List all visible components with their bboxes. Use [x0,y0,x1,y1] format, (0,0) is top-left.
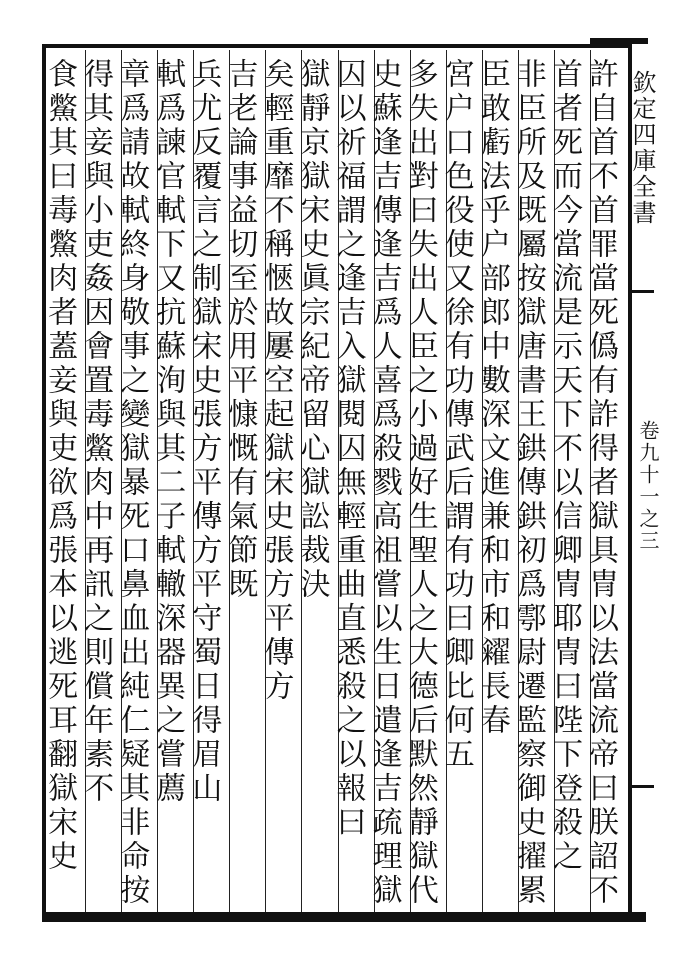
text-column [402,50,446,912]
text-column [258,50,301,912]
text-column [150,50,193,912]
text-column [583,50,626,912]
column-text: 兵尤反覆言之制獄宋史張方平傳方平守蜀日得眉山 [186,58,222,806]
column-text: 多失出對曰失出人臣之小過好生聖人之大德后默然靜獄代 [402,58,438,908]
column-text: 獄靜京獄宋史眞宗紀帝留心獄訟裁決 [294,58,330,602]
text-column [474,50,518,912]
column-text: 矣輕重靡不稱愜故屢空起獄宋史張方平傳方 [258,58,294,704]
column-text: 軾爲諫官軾下又抗蘇洵與其二子軾轍深器異之嘗薦 [150,58,186,806]
text-column [438,50,482,912]
margin-divider [628,290,654,293]
column-text: 許自首不首罪當死僞有詐得者獄具冑以法當流帝曰朕詔不 [583,58,618,908]
text-column [186,50,229,912]
column-text: 章爲請故軾終身敬事之變獄暴死口鼻血出純仁疑其非命按 [114,58,150,908]
text-columns [42,50,626,912]
text-column [546,50,590,912]
text-column [510,50,554,912]
margin-divider-lower [628,785,654,788]
column-text: 首者死而今當流是示天下不以信卿冑耶冑曰陛下登殺之 [546,58,582,874]
text-column [294,50,337,912]
column-text: 史蘇逢吉傳逢吉爲人喜爲殺戮高祖嘗以生日遣逢吉疏理獄 [366,58,402,908]
text-column [42,50,85,912]
column-text: 宮户口色役使又徐有功傳武后謂有功曰卿比何五 [438,58,474,772]
book-title: 欽定四庫全書 [628,70,656,226]
column-text: 臣敢虧法乎户部郎中數深文進兼和市和糴長春 [474,58,510,738]
volume-label: 卷九十一之三 [636,420,660,552]
text-column [78,50,121,912]
column-text: 得其妾與小吏姦因會置毒鱉肉中再訊之則償年素不 [78,58,114,806]
column-text: 食鱉其曰毒鱉肉者蓋妾與吏欲爲張本以逃死耳翻獄宋史 [42,58,78,874]
column-text: 非臣所及既屬按獄唐書王鉷傳鉷初爲鄠尉遷監察御史擢累 [510,58,546,908]
text-column [330,50,374,912]
text-column [114,50,157,912]
column-text: 吉老論事益切至於用平慷慨有氣節既 [222,58,258,602]
text-column [222,50,265,912]
column-text: 囚以祈福謂之逢吉入獄閱囚無輕重曲直悉殺之以報曰 [330,58,366,840]
page-border-bottom [42,912,646,922]
text-column [366,50,410,912]
